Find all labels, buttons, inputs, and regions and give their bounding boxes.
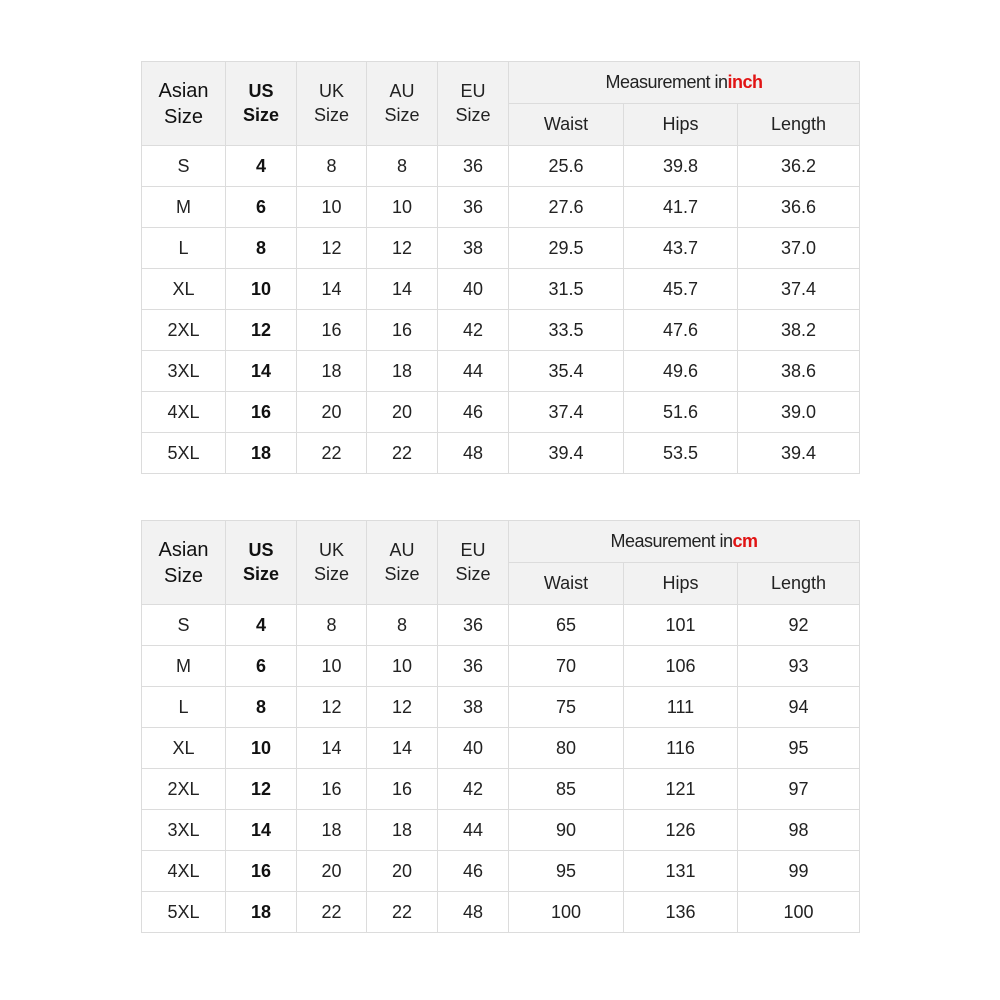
cell-hips: 126	[624, 810, 738, 851]
cell-eu-size: 48	[438, 892, 509, 933]
cell-uk-size: 12	[297, 228, 367, 269]
cell-uk-size: 20	[297, 392, 367, 433]
cell-waist: 27.6	[509, 187, 624, 228]
cell-length: 95	[738, 728, 860, 769]
cell-us-size: 6	[226, 187, 297, 228]
cell-length: 38.2	[738, 310, 860, 351]
cell-au-size: 18	[367, 810, 438, 851]
cell-hips: 111	[624, 687, 738, 728]
cell-uk-size: 8	[297, 146, 367, 187]
cell-length: 97	[738, 769, 860, 810]
cell-asian-size: XL	[142, 269, 226, 310]
table-row	[142, 646, 860, 687]
cell-waist: 70	[509, 646, 624, 687]
cell-uk-size: 22	[297, 892, 367, 933]
cell-asian-size: S	[142, 146, 226, 187]
cell-uk-size: 18	[297, 351, 367, 392]
header-eu-size: EU Size	[438, 521, 509, 605]
cell-eu-size: 36	[438, 146, 509, 187]
header-asian-size: Asian Size	[142, 62, 226, 146]
table-row	[142, 146, 860, 187]
cell-asian-size: 4XL	[142, 851, 226, 892]
cell-asian-size: 2XL	[142, 310, 226, 351]
cell-length: 92	[738, 605, 860, 646]
cell-asian-size: L	[142, 228, 226, 269]
cell-us-size: 18	[226, 433, 297, 474]
header-eu-size: EU Size	[438, 62, 509, 146]
cell-eu-size: 46	[438, 851, 509, 892]
cell-eu-size: 36	[438, 605, 509, 646]
cell-uk-size: 12	[297, 687, 367, 728]
cell-waist: 90	[509, 810, 624, 851]
table-body	[142, 605, 860, 933]
header-measurement: Measurement ininch	[509, 62, 860, 104]
table-row	[142, 351, 860, 392]
table-row	[142, 728, 860, 769]
cell-asian-size: 5XL	[142, 892, 226, 933]
cell-hips: 53.5	[624, 433, 738, 474]
cell-waist: 33.5	[509, 310, 624, 351]
cell-us-size: 14	[226, 351, 297, 392]
table-row	[142, 392, 860, 433]
cell-us-size: 10	[226, 728, 297, 769]
cell-au-size: 16	[367, 310, 438, 351]
cell-us-size: 10	[226, 269, 297, 310]
cell-hips: 101	[624, 605, 738, 646]
cell-waist: 29.5	[509, 228, 624, 269]
cell-hips: 121	[624, 769, 738, 810]
table-body	[142, 146, 860, 474]
cell-us-size: 8	[226, 228, 297, 269]
cell-au-size: 20	[367, 851, 438, 892]
table-row	[142, 433, 860, 474]
cell-hips: 47.6	[624, 310, 738, 351]
cell-length: 37.4	[738, 269, 860, 310]
cell-eu-size: 48	[438, 433, 509, 474]
cell-us-size: 14	[226, 810, 297, 851]
cell-uk-size: 8	[297, 605, 367, 646]
table-row	[142, 769, 860, 810]
cell-asian-size: XL	[142, 728, 226, 769]
header-measurement: Measurement incm	[509, 521, 860, 563]
table-row	[142, 228, 860, 269]
cell-asian-size: M	[142, 646, 226, 687]
table-row	[142, 892, 860, 933]
cell-asian-size: 4XL	[142, 392, 226, 433]
cell-us-size: 12	[226, 769, 297, 810]
cell-au-size: 10	[367, 646, 438, 687]
header-us-size: US Size	[226, 521, 297, 605]
cell-uk-size: 10	[297, 646, 367, 687]
cell-eu-size: 36	[438, 646, 509, 687]
cell-length: 100	[738, 892, 860, 933]
header-length: Length	[738, 104, 860, 146]
cell-hips: 49.6	[624, 351, 738, 392]
table-row	[142, 310, 860, 351]
cell-us-size: 12	[226, 310, 297, 351]
cell-uk-size: 14	[297, 728, 367, 769]
cell-asian-size: 3XL	[142, 810, 226, 851]
header-length: Length	[738, 563, 860, 605]
cell-us-size: 16	[226, 851, 297, 892]
cell-au-size: 12	[367, 228, 438, 269]
cell-us-size: 4	[226, 146, 297, 187]
cell-length: 36.6	[738, 187, 860, 228]
cell-hips: 43.7	[624, 228, 738, 269]
table-row	[142, 187, 860, 228]
header-hips: Hips	[624, 563, 738, 605]
cell-length: 36.2	[738, 146, 860, 187]
cell-au-size: 18	[367, 351, 438, 392]
cell-waist: 65	[509, 605, 624, 646]
cell-eu-size: 38	[438, 687, 509, 728]
cell-asian-size: S	[142, 605, 226, 646]
table-row	[142, 687, 860, 728]
cell-length: 93	[738, 646, 860, 687]
cell-waist: 85	[509, 769, 624, 810]
size-table-cm	[141, 520, 860, 933]
cell-eu-size: 36	[438, 187, 509, 228]
cell-waist: 35.4	[509, 351, 624, 392]
cell-au-size: 22	[367, 433, 438, 474]
cell-length: 94	[738, 687, 860, 728]
cell-waist: 75	[509, 687, 624, 728]
cell-uk-size: 22	[297, 433, 367, 474]
cell-hips: 45.7	[624, 269, 738, 310]
cell-waist: 80	[509, 728, 624, 769]
cell-eu-size: 46	[438, 392, 509, 433]
cell-asian-size: 3XL	[142, 351, 226, 392]
unit-label: inch	[727, 71, 763, 92]
cell-length: 39.0	[738, 392, 860, 433]
cell-us-size: 18	[226, 892, 297, 933]
cell-au-size: 22	[367, 892, 438, 933]
cell-waist: 95	[509, 851, 624, 892]
table-row	[142, 605, 860, 646]
cell-length: 98	[738, 810, 860, 851]
table-row	[142, 269, 860, 310]
cell-uk-size: 18	[297, 810, 367, 851]
header-waist: Waist	[509, 104, 624, 146]
cell-au-size: 12	[367, 687, 438, 728]
cell-asian-size: M	[142, 187, 226, 228]
header-hips: Hips	[624, 104, 738, 146]
cell-waist: 25.6	[509, 146, 624, 187]
cell-length: 39.4	[738, 433, 860, 474]
cell-length: 37.0	[738, 228, 860, 269]
cell-length: 99	[738, 851, 860, 892]
cell-au-size: 20	[367, 392, 438, 433]
cell-us-size: 4	[226, 605, 297, 646]
cell-eu-size: 38	[438, 228, 509, 269]
cell-au-size: 10	[367, 187, 438, 228]
cell-uk-size: 14	[297, 269, 367, 310]
cell-au-size: 8	[367, 605, 438, 646]
cell-asian-size: L	[142, 687, 226, 728]
cell-us-size: 6	[226, 646, 297, 687]
cell-waist: 100	[509, 892, 624, 933]
size-table-inch	[141, 61, 860, 474]
cell-uk-size: 16	[297, 769, 367, 810]
cell-eu-size: 44	[438, 810, 509, 851]
unit-label: cm	[732, 530, 758, 551]
cell-asian-size: 5XL	[142, 433, 226, 474]
cell-hips: 131	[624, 851, 738, 892]
header-asian-size: Asian Size	[142, 521, 226, 605]
cell-us-size: 8	[226, 687, 297, 728]
cell-hips: 116	[624, 728, 738, 769]
cell-au-size: 16	[367, 769, 438, 810]
cell-waist: 37.4	[509, 392, 624, 433]
cell-waist: 31.5	[509, 269, 624, 310]
cell-hips: 51.6	[624, 392, 738, 433]
cell-hips: 39.8	[624, 146, 738, 187]
cell-uk-size: 10	[297, 187, 367, 228]
header-uk-size: UK Size	[297, 521, 367, 605]
header-us-size: US Size	[226, 62, 297, 146]
header-au-size: AU Size	[367, 521, 438, 605]
cell-au-size: 14	[367, 269, 438, 310]
cell-eu-size: 42	[438, 769, 509, 810]
cell-eu-size: 44	[438, 351, 509, 392]
header-waist: Waist	[509, 563, 624, 605]
cell-hips: 136	[624, 892, 738, 933]
cell-asian-size: 2XL	[142, 769, 226, 810]
cell-length: 38.6	[738, 351, 860, 392]
cell-waist: 39.4	[509, 433, 624, 474]
cell-us-size: 16	[226, 392, 297, 433]
header-au-size: AU Size	[367, 62, 438, 146]
table-row	[142, 851, 860, 892]
cell-au-size: 8	[367, 146, 438, 187]
cell-eu-size: 40	[438, 728, 509, 769]
cell-eu-size: 40	[438, 269, 509, 310]
cell-uk-size: 16	[297, 310, 367, 351]
cell-au-size: 14	[367, 728, 438, 769]
cell-eu-size: 42	[438, 310, 509, 351]
cell-hips: 41.7	[624, 187, 738, 228]
header-uk-size: UK Size	[297, 62, 367, 146]
table-row	[142, 810, 860, 851]
cell-uk-size: 20	[297, 851, 367, 892]
cell-hips: 106	[624, 646, 738, 687]
